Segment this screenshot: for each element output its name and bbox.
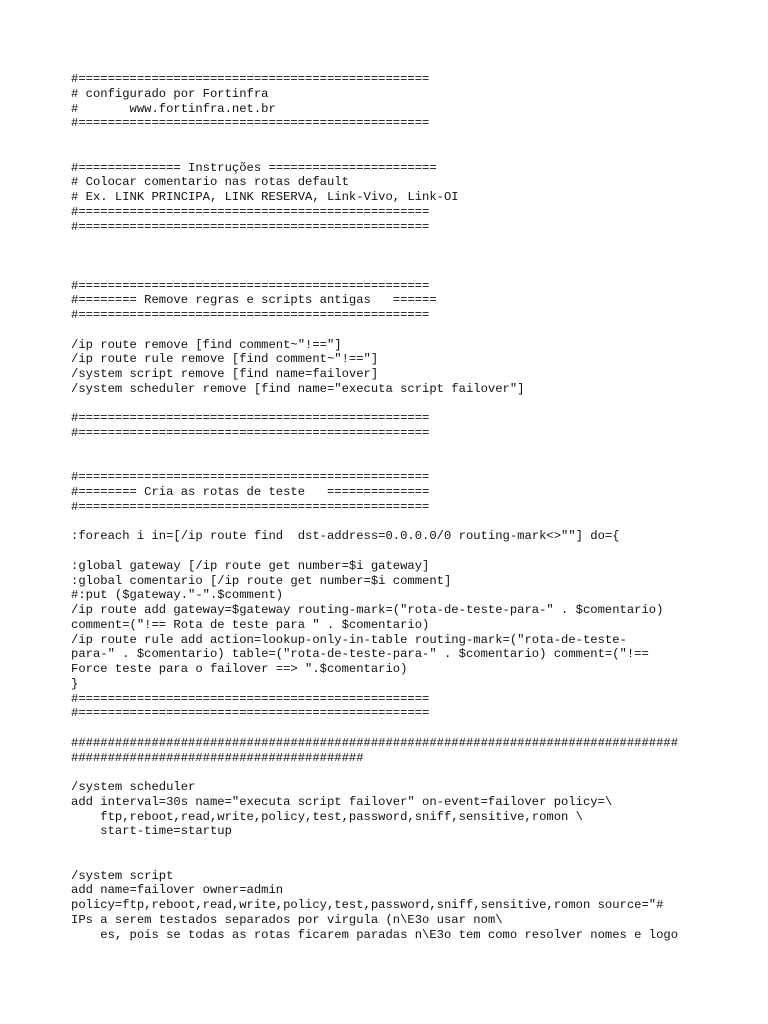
code-line: # Colocar comentario nas rotas default — [71, 175, 349, 190]
code-line: Force teste para o failover ==> ".$comentario) — [71, 662, 408, 676]
code-line — [71, 264, 761, 279]
code-line: ################################################################################### — [71, 735, 679, 750]
code-line: /ip route remove [find comment~"!=="] — [71, 337, 342, 352]
code-line: policy=ftp,reboot,read,write,policy,test,password,sniff,sensitive,romon source="# — [71, 898, 664, 912]
code-line — [71, 234, 761, 249]
code-line: # configurado por Fortinfra — [71, 86, 269, 101]
code-line: es, pois se todas as rotas ficarem paradas n\E3o tem como resolver nomes e logo — [71, 927, 679, 942]
code-line: #================================================ — [71, 411, 430, 426]
code-line: start-time=startup — [71, 824, 232, 839]
code-line: IPs a serem testados separados por virgula (n\E3o usar nom\ — [71, 912, 503, 927]
code-line: #================================================ — [71, 499, 430, 514]
code-line: /system script remove [find name=failover] — [71, 367, 379, 381]
code-line: comment=("!== Rota de teste para " . $comentario) — [71, 617, 430, 632]
code-line — [71, 441, 761, 456]
code-line: #======== Cria as rotas de teste ============== — [71, 485, 430, 499]
code-line: /ip route add gateway=$gateway routing-mark=("rota-de-teste-para-" . $comentario) — [71, 603, 664, 617]
code-line: add interval=30s name="executa script failover" on-event=failover policy=\ — [71, 794, 613, 809]
code-line: #================================================ — [71, 116, 430, 131]
code-line: add name=failover owner=admin — [71, 883, 284, 898]
code-line — [71, 131, 761, 146]
code-line: para-" . $comentario) table=("rota-de-teste-para-" . $comentario) comment=("!== — [71, 647, 649, 662]
code-line — [71, 323, 761, 338]
code-line — [71, 839, 761, 854]
code-line — [71, 544, 761, 559]
code-line: /system script — [71, 868, 174, 883]
code-line: /system scheduler — [71, 780, 196, 794]
code-line: /ip route rule add action=lookup-only-in-table routing-mark=("rota-de-teste- — [71, 632, 627, 647]
code-line: :global gateway [/ip route get number=$i gateway] — [71, 558, 430, 573]
code-line: #============== Instruções ======================= — [71, 160, 437, 175]
code-line: ######################################## — [71, 750, 364, 765]
code-line — [71, 515, 761, 530]
code-line: #================================================ — [71, 204, 430, 219]
code-line — [71, 854, 761, 869]
code-line: # www.fortinfra.net.br — [71, 101, 276, 116]
code-line: #================================================ — [71, 706, 430, 721]
code-line: # Ex. LINK PRINCIPA, LINK RESERVA, Link-Vivo, Link-OI — [71, 190, 459, 204]
code-line: } — [71, 676, 79, 691]
code-line — [71, 146, 761, 161]
code-line: #================================================ — [71, 426, 430, 440]
code-line: /ip route rule remove [find comment~"!=="] — [71, 352, 379, 367]
script-text — [71, 72, 761, 942]
code-line: /system scheduler remove [find name="executa script failover"] — [71, 381, 525, 396]
code-line: #================================================ — [71, 470, 430, 485]
code-line: #================================================ — [71, 691, 430, 706]
code-line: #================================================ — [71, 72, 430, 86]
code-line — [71, 249, 761, 264]
code-line — [71, 721, 761, 736]
code-line — [71, 397, 761, 412]
code-line — [71, 765, 761, 780]
code-line — [71, 456, 761, 471]
code-line: :foreach i in=[/ip route find dst-address=0.0.0.0/0 routing-mark<>""] do={ — [71, 529, 620, 544]
code-line: #================================================ — [71, 308, 430, 322]
code-line: #:put ($gateway."-".$comment) — [71, 588, 284, 603]
code-line: ftp,reboot,read,write,policy,test,password,sniff,sensitive,romon \ — [71, 809, 583, 824]
code-line: :global comentario [/ip route get number=$i comment] — [71, 573, 452, 588]
code-line: #================================================ — [71, 278, 430, 293]
code-line: #======== Remove regras e scripts antigas ====== — [71, 293, 437, 308]
code-line: #================================================ — [71, 219, 430, 234]
